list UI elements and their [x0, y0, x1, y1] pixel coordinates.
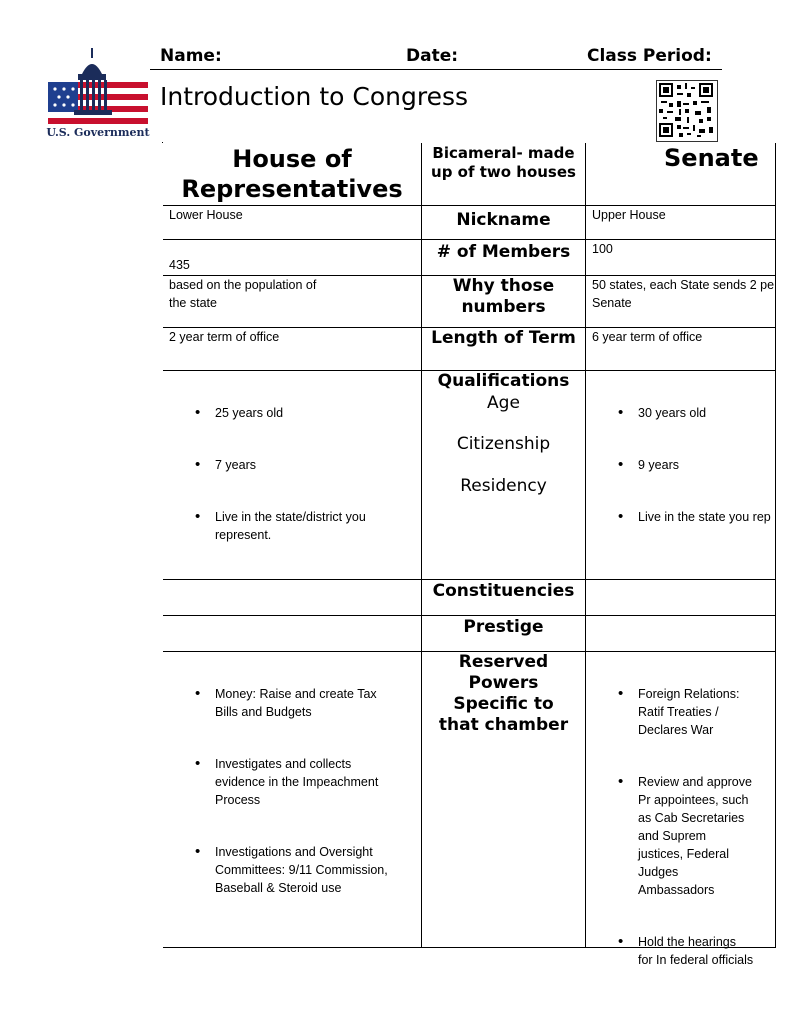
house-prestige-cell [163, 616, 422, 652]
house-members: 435 [169, 258, 190, 272]
senate-why: 50 states, each State sends 2 pe Senate [592, 278, 775, 310]
house-reserved-cell [163, 652, 422, 948]
list-item: • Foreign Relations: Ratif Treaties / Declares War [614, 685, 754, 739]
list-item: • 7 years [191, 456, 397, 474]
list-item: • Live in the state you rep [614, 508, 775, 526]
class-period-label: Class Period: [587, 46, 712, 66]
qr-code-pattern-icon [657, 81, 715, 139]
senate-members-cell [586, 240, 776, 276]
constituencies-label-cell [422, 580, 586, 616]
house-header-cell [163, 143, 422, 206]
senate-title: Senate [664, 144, 759, 172]
term-label-cell [422, 328, 586, 371]
list-item: • Live in the state/district you represent. [191, 508, 397, 544]
congress-comparison-table [162, 142, 775, 967]
house-title: House of Representatives [181, 145, 403, 203]
list-item: • 25 years old [191, 404, 397, 422]
nickname-label-cell [422, 206, 586, 240]
middle-header-cell [422, 143, 586, 206]
nickname-label: Nickname [456, 210, 551, 230]
us-government-logo [46, 46, 150, 142]
list-item: • Investigations and Oversight Committees: 9/11 Commission, Baseball & Steroid use [191, 843, 397, 897]
senate-prestige-cell [586, 616, 776, 652]
qual-sub-age: Age [487, 393, 520, 413]
bicameral-title: Bicameral- made up of two houses [431, 144, 576, 181]
list-item: • Money: Raise and create Tax Bills and Budgets [191, 685, 397, 721]
senate-members: 100 [592, 242, 613, 256]
constituencies-label: Constituencies [432, 581, 575, 601]
house-qualifications-list [191, 404, 397, 544]
senate-nickname: Upper House [592, 208, 666, 222]
page-title: Introduction to Congress [160, 82, 469, 111]
list-item: • 30 years old [614, 404, 775, 422]
list-item: • Investigates and collects evidence in the Impeachment Process [191, 755, 397, 809]
senate-qualifications-cell [586, 371, 776, 580]
list-item: • Hold the hearings for In federal officials [614, 933, 754, 969]
logo-caption: U.S. Government [46, 126, 150, 139]
list-item: • 9 years [614, 456, 775, 474]
senate-header-cell [586, 143, 776, 206]
name-label: Name: [160, 46, 222, 66]
senate-nickname-cell [586, 206, 776, 240]
reserved-label: Reserved Powers Specific to that chamber [438, 652, 569, 735]
prestige-label: Prestige [463, 617, 544, 637]
house-why: based on the population of the state [169, 278, 317, 310]
term-label: Length of Term [431, 328, 576, 348]
senate-term: 6 year term of office [592, 330, 703, 344]
members-label-cell [422, 240, 586, 276]
why-label-cell [422, 276, 586, 328]
house-nickname-cell [163, 206, 422, 240]
qual-sub-citizenship: Citizenship [456, 434, 551, 454]
house-why-cell [163, 276, 422, 328]
house-term-cell [163, 328, 422, 371]
members-label: # of Members [436, 242, 571, 262]
house-term: 2 year term of office [169, 330, 280, 344]
senate-why-cell [586, 276, 776, 328]
header-underline [150, 69, 722, 70]
house-nickname: Lower House [169, 208, 243, 222]
senate-reserved-cell [586, 652, 776, 967]
qr-code-icon [656, 80, 718, 142]
house-reserved-list [191, 685, 397, 897]
senate-constituencies-cell [586, 580, 776, 616]
house-qualifications-cell [163, 371, 422, 580]
why-label: Why those numbers [452, 276, 555, 317]
house-constituencies-cell [163, 580, 422, 616]
senate-reserved-list [614, 685, 754, 969]
reserved-label-cell [422, 652, 586, 948]
senate-qualifications-list [614, 404, 775, 526]
date-label: Date: [406, 46, 459, 66]
senate-term-cell [586, 328, 776, 371]
qualifications-label-cell [422, 371, 586, 580]
qual-sub-residency: Residency [460, 476, 547, 496]
qualifications-label: Qualifications [437, 371, 570, 391]
house-members-cell [163, 240, 422, 276]
prestige-label-cell [422, 616, 586, 652]
list-item: • Review and approve Pr appointees, such as Cab Secretaries and Suprem justices, Federal Judges Ambassadors [614, 773, 754, 899]
